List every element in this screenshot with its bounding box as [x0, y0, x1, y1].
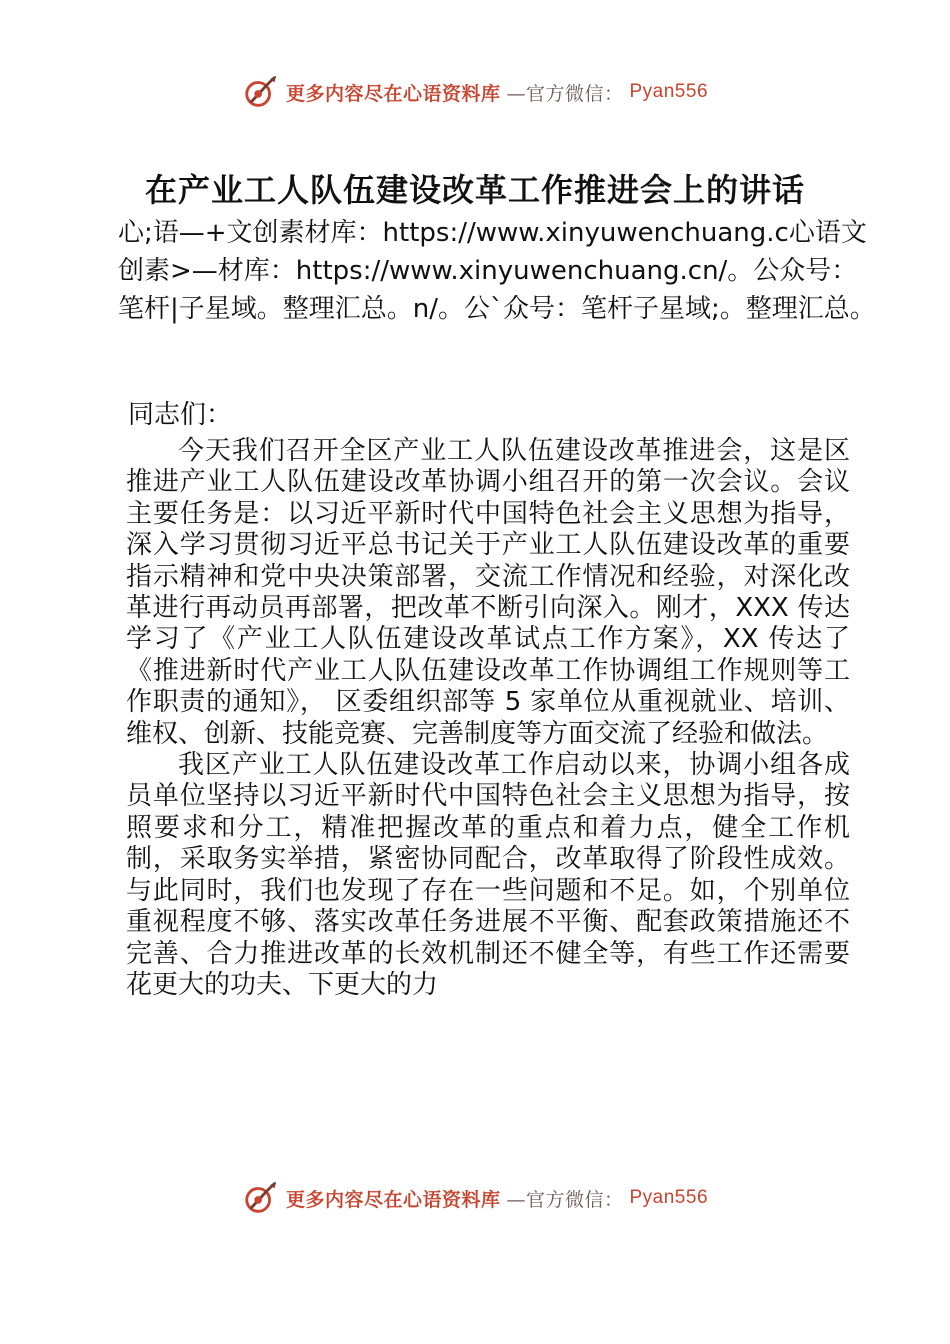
banner-wechat-id: Pyan556 [629, 1187, 709, 1208]
intro-source-text: 心;语—+文创素材库：https://www.xinyuwenchuang.c心语文创素>—材库：https://www.xinyuwenchuang.cn/。公众号：笔杆|子星域。整理汇总。n/。公`众号：笔杆子星域;。整理汇总。 [118, 218, 876, 324]
footer-banner [0, 1176, 950, 1220]
document-title: 在产业工人队伍建设改革工作推进会上的讲话 [144, 171, 805, 209]
banner-wechat-label: —官方微信： [506, 82, 624, 105]
header-banner [0, 70, 950, 114]
banner-wechat-label: —官方微信： [506, 1188, 624, 1211]
banner-library-text: 更多内容尽在心语资料库 [285, 82, 501, 105]
paragraph: 今天我们召开全区产业工人队伍建设改革推进会，这是区推进产业工人队伍建设改革协调小组召开的第一次会议。会议主要任务是：以习近平新时代中国特色社会主义思想为指导，深入学习贯彻习近平总书记关于产业工人队伍建设改革的重要指示精神和党中央决策部署，交流工作情况和经验，对深化改革进行再动员再部署，把改革不断引向深入。刚才，XXX 传达学习了《产业工人队伍建设改革试点工作方案》，XX 传达了《推进新时代产业工人队伍建设改革工作协调组工作规则等工作职责的通知》， 区委组织部等 5 家单位从重视就业、培训、维权、创新、技能竞赛、完善制度等方面交流了经验和做法。 [126, 436, 850, 749]
document-body [126, 436, 850, 1001]
banner-wechat-id: Pyan556 [629, 81, 709, 102]
banner-library-text: 更多内容尽在心语资料库 [285, 1188, 501, 1211]
pen-swirl-logo-icon [242, 73, 280, 111]
pen-swirl-logo-icon [242, 1179, 280, 1217]
greeting: 同志们： [128, 400, 233, 430]
paragraph: 我区产业工人队伍建设改革工作启动以来，协调小组各成员单位坚持以习近平新时代中国特色社会主义思想为指导，按照要求和分工，精准把握改革的重点和着力点，健全工作机制，采取务实举措，紧密协同配合，改革取得了阶段性成效。与此同时，我们也发现了存在一些问题和不足。如，个别单位重视程度不够、落实改革任务进展不平衡、配套政策措施还不完善、合力推进改革的长效机制还不健全等，有些工作还需要花更大的功夫、下更大的力 [126, 750, 850, 1000]
